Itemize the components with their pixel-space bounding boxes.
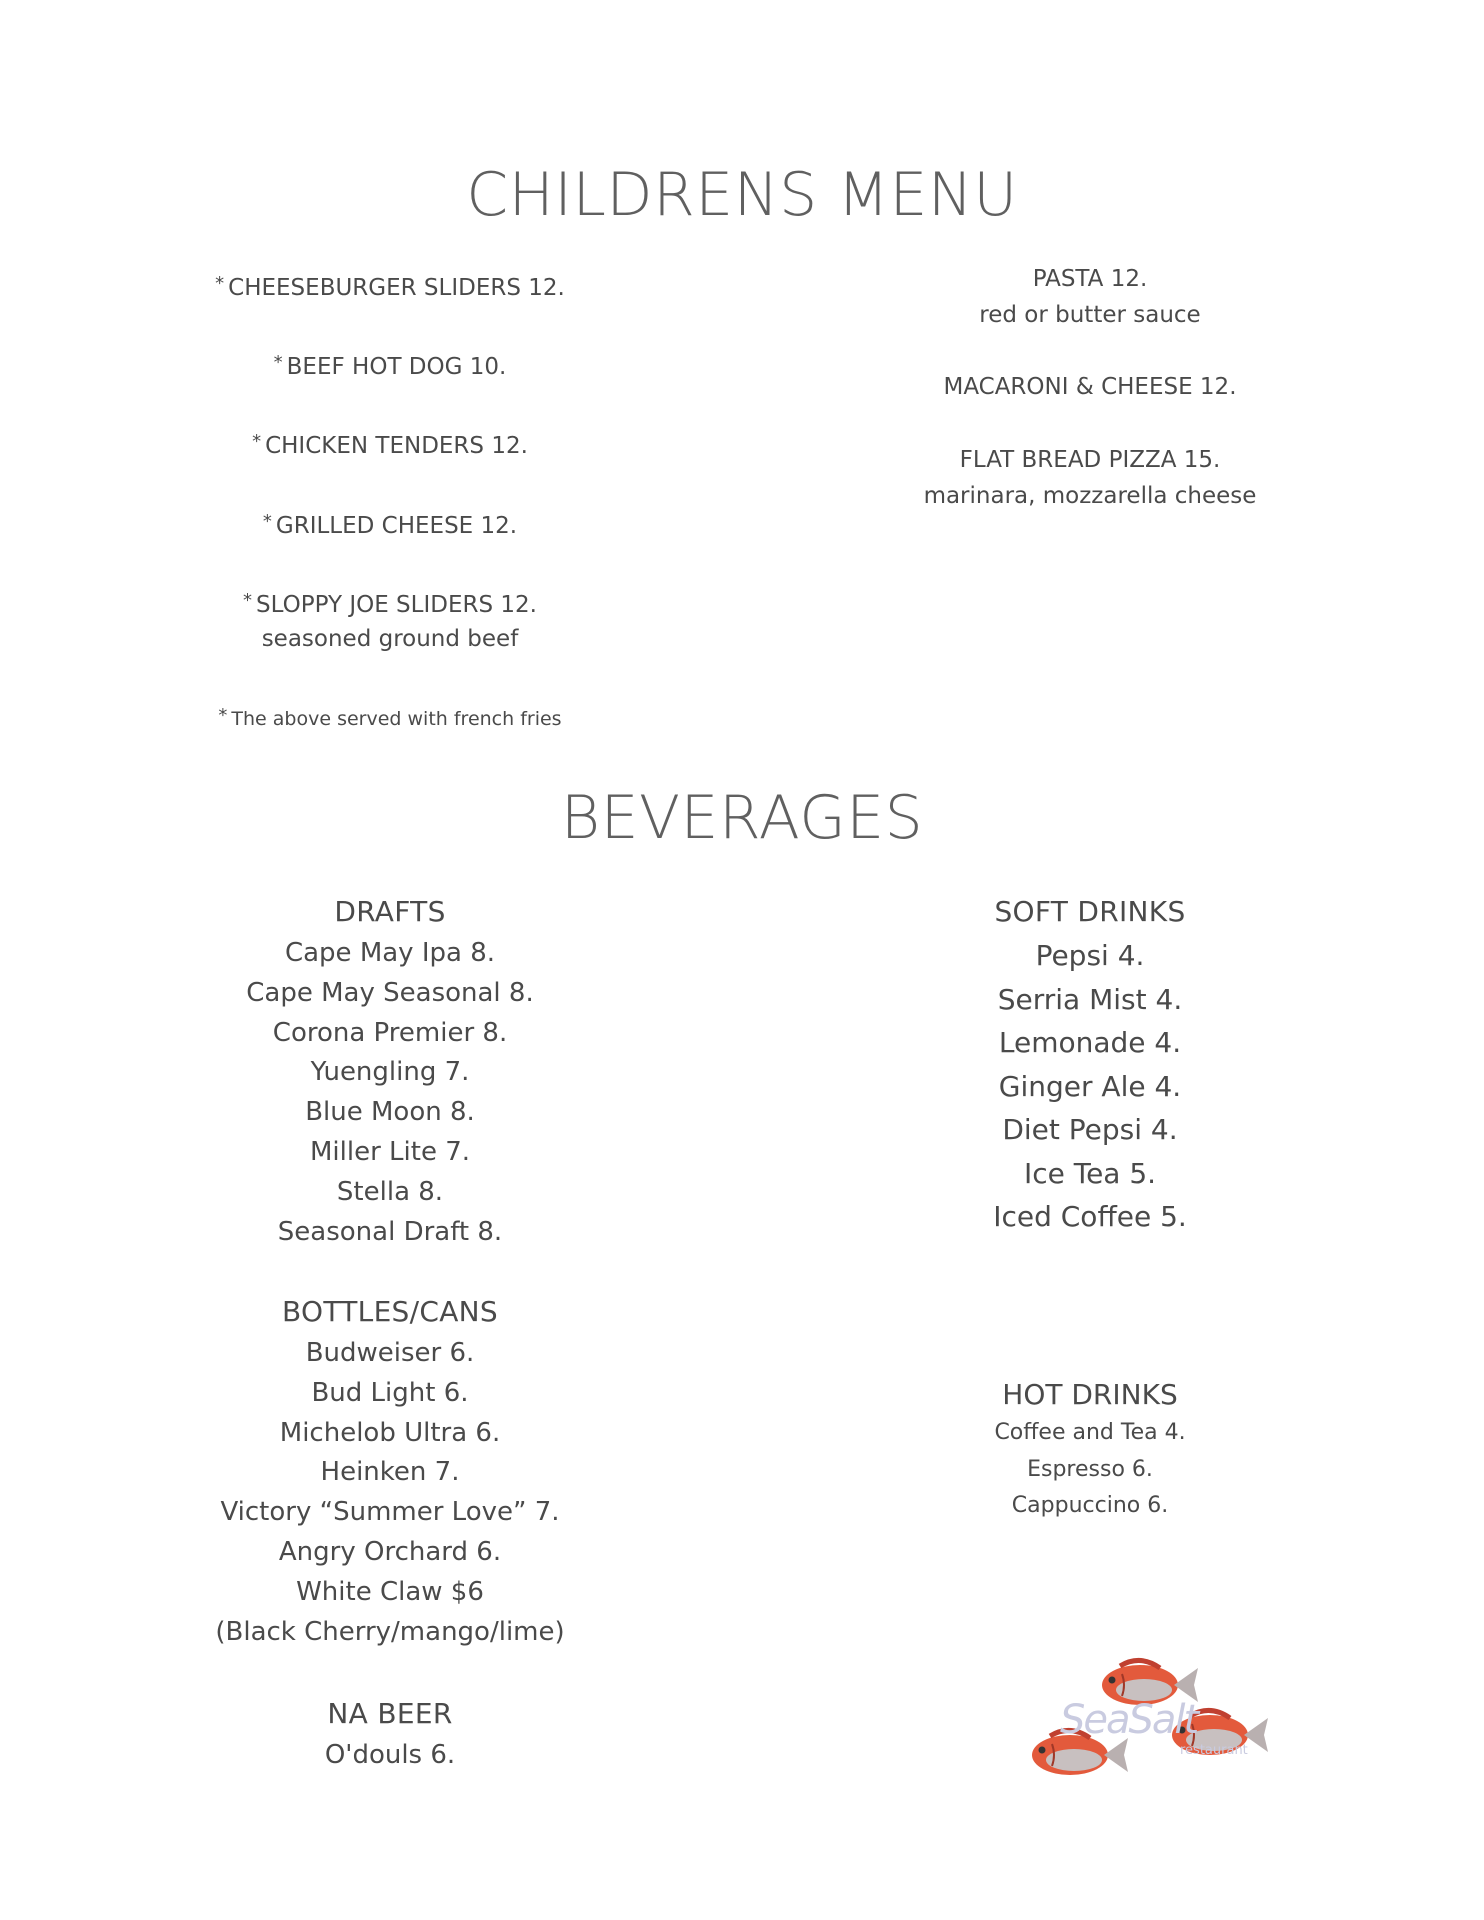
bottles-section — [190, 1290, 590, 1652]
list-item: Budweiser 6. — [305, 1338, 475, 1368]
list-item: Bud Light 6. — [311, 1377, 469, 1408]
logo-subtitle: restaurant — [1180, 1743, 1248, 1758]
fries-note: * The above served with french fries — [218, 705, 562, 730]
menu-item-description: red or butter sauce — [979, 302, 1201, 328]
list-item: Cape May Seasonal 8. — [246, 977, 534, 1008]
hot-drinks-list — [890, 1415, 1290, 1525]
childrens-menu-title: CHILDRENS MENU — [466, 160, 1018, 230]
menu-item: * CHICKEN TENDERS 12. — [252, 431, 528, 459]
drafts-heading: DRAFTS — [334, 895, 446, 928]
list-item: (Black Cherry/mango/lime) — [215, 1616, 565, 1647]
list-item: Heinken 7. — [320, 1457, 460, 1488]
list-item: Michelob Ultra 6. — [279, 1417, 501, 1448]
list-item: Seasonal Draft 8. — [277, 1216, 503, 1247]
soft-drinks-section — [890, 890, 1290, 1239]
menu-item: MACARONI & CHEESE 12. — [943, 374, 1237, 400]
menu-item: * BEEF HOT DOG 10. — [273, 352, 507, 380]
list-item: Yuengling 7. — [310, 1057, 470, 1088]
list-item: Angry Orchard 6. — [278, 1536, 502, 1567]
list-item: White Claw $6 — [296, 1576, 484, 1607]
na-beer-section — [190, 1692, 590, 1776]
beverages-left-column — [190, 890, 590, 1252]
na-beer-heading: NA BEER — [327, 1697, 453, 1730]
menu-item-description: seasoned ground beef — [261, 626, 519, 652]
na-beer-list — [190, 1736, 590, 1776]
menu-item: * SLOPPY JOE SLIDERS 12. — [243, 590, 537, 618]
soft-drinks-list — [890, 934, 1290, 1239]
menu-item: * CHEESEBURGER SLIDERS 12. — [215, 273, 565, 301]
hot-drinks-section — [890, 1375, 1290, 1525]
menu-item: * GRILLED CHEESE 12. — [262, 511, 518, 539]
menu-item: FLAT BREAD PIZZA 15. — [959, 447, 1221, 473]
list-item: Corona Premier 8. — [272, 1017, 508, 1048]
list-item: Iced Coffee 5. — [993, 1200, 1187, 1233]
list-item: Serria Mist 4. — [997, 982, 1183, 1016]
logo-name: SeaSalt — [1060, 1697, 1198, 1743]
list-item: O'douls 6. — [324, 1740, 456, 1770]
list-item: Ice Tea 5. — [1023, 1156, 1157, 1190]
bottles-heading: BOTTLES/CANS — [282, 1295, 498, 1328]
list-item: Pepsi 4. — [1035, 939, 1145, 972]
soft-drinks-heading: SOFT DRINKS — [994, 895, 1186, 928]
menu-item-description: marinara, mozzarella cheese — [923, 483, 1257, 509]
seasalt-logo — [1020, 1655, 1280, 1805]
list-item: Cape May Ipa 8. — [284, 938, 496, 968]
hot-drinks-heading: HOT DRINKS — [1002, 1378, 1178, 1411]
list-item: Miller Lite 7. — [309, 1136, 471, 1167]
list-item: Ginger Ale 4. — [998, 1069, 1182, 1103]
list-item: Stella 8. — [336, 1176, 444, 1207]
drafts-list — [190, 934, 590, 1252]
list-item: Victory “Summer Love” 7. — [220, 1497, 560, 1528]
list-item: Lemonade 4. — [998, 1026, 1182, 1059]
list-item: Blue Moon 8. — [305, 1097, 475, 1128]
list-item: Espresso 6. — [1027, 1456, 1153, 1482]
list-item: Diet Pepsi 4. — [1002, 1113, 1178, 1146]
beverages-title: BEVERAGES — [560, 783, 924, 853]
bottles-list — [190, 1334, 590, 1652]
menu-item: PASTA 12. — [1032, 266, 1148, 292]
list-item: Cappuccino 6. — [1011, 1493, 1169, 1518]
list-item: Coffee and Tea 4. — [994, 1420, 1186, 1445]
